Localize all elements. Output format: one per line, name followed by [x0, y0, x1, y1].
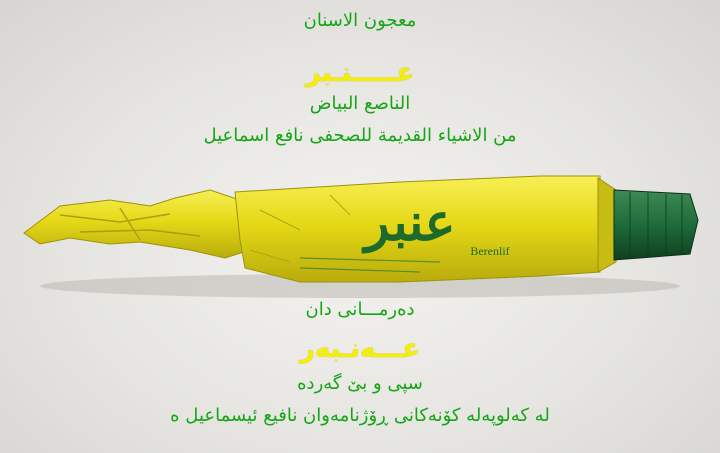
- kurdish-credit: لە کەلوپەلە کۆنەکانی ڕۆژنامەوان نافیع ئیسماعیل ە: [170, 405, 550, 426]
- arabic-subtitle: الناصع البياض: [309, 93, 411, 114]
- tube-arabic-logo: عنبر: [364, 192, 456, 253]
- kurdish-brand-name: عـــەنـبەر: [299, 334, 421, 364]
- arabic-title: معجون الاسنان: [303, 10, 417, 31]
- tube-shoulder: [598, 178, 616, 272]
- arabic-credit: من الاشياء القديمة للصحفى نافع اسماعيل: [203, 125, 517, 146]
- tube-cap: [614, 190, 698, 260]
- kurdish-title: دەرمـــانی دان: [305, 299, 415, 320]
- tube-crimped-end: [24, 190, 250, 258]
- tube-latin-text: Berenlif: [470, 244, 510, 258]
- kurdish-subtitle: سپی و بێ گەردە: [297, 373, 423, 394]
- arabic-brand-name: عـــــنـبر: [305, 58, 415, 88]
